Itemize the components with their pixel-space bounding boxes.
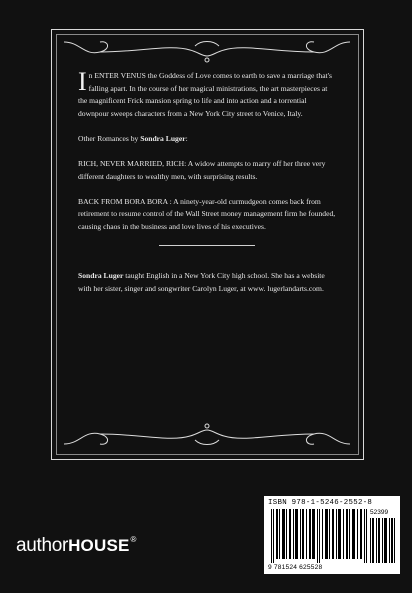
ean-number: 9 781524 625528 [268, 564, 323, 571]
isbn-barcode [264, 496, 400, 574]
author-name: Sondra Luger [140, 133, 186, 143]
price-code: 52399 [370, 509, 389, 516]
publisher-logo-part1: author [16, 535, 69, 556]
drop-cap: I [78, 67, 87, 96]
bio-author-name: Sondra Luger [78, 271, 124, 281]
ean-barcode-bars [271, 509, 369, 563]
description-text: n ENTER VENUS the Goddess of Love comes to earth to save a marriage that's falling apart. In the course of her magical ministrations, the art masterpieces at the magnificent Frick mansion spring to life and into action and a torrential downpour sweeps characters from a New York City street to Venice, Italy. [78, 71, 332, 118]
blurb-text [78, 67, 336, 308]
top-flourish [60, 38, 354, 66]
isbn-number: ISBN 978-1-5246-2552-8 [268, 499, 373, 507]
price-barcode-bars [370, 518, 396, 563]
description-paragraph [78, 67, 336, 120]
other-romances-prefix: Other Romances by [78, 133, 141, 143]
book-entry-2: BACK FROM BORA BORA : A ninety-year-old curmudgeon comes back from retirement to resume control of the Wall Street money management firm he founded, causing chaos in the business and love lives of his executives. [78, 196, 336, 231]
registered-mark: ® [130, 535, 137, 544]
publisher-logo [16, 535, 136, 557]
book-entry-1: RICH, NEVER MARRIED, RICH: A widow attempts to marry off her three very different daughters to wealthy men, with surprising results. [78, 158, 326, 181]
author-bio [78, 270, 336, 295]
publisher-logo-part2: HOUSE [68, 536, 130, 555]
bio-text: taught English in a New York City high school. She has a website with her sister, singer and songwriter Carolyn Luger, at www. lugerlandarts.com. [78, 271, 325, 294]
other-romances-suffix: : [185, 133, 188, 143]
other-romances-heading [78, 133, 336, 146]
bottom-flourish [60, 420, 354, 448]
separator-line [159, 245, 255, 246]
